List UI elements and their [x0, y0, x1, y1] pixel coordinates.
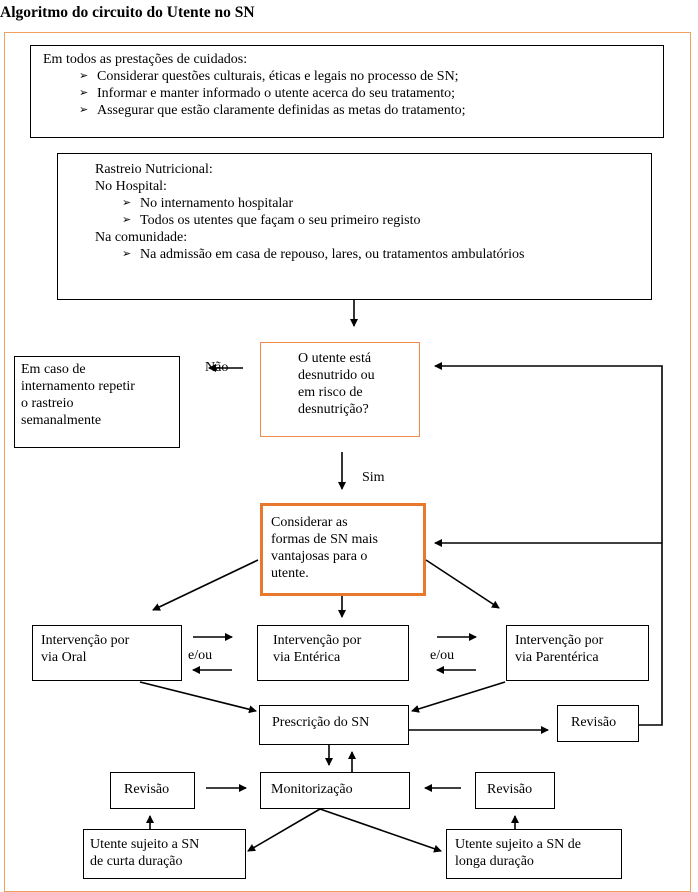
monitoring-box: Monitorização: [260, 772, 410, 809]
care-item: ➢ Informar e manter informado o utente acerca do seu tratamento;: [79, 86, 456, 101]
label-yes: Sim: [362, 470, 385, 485]
label-and-or: e/ou: [430, 648, 455, 663]
hospital-label: No Hospital:: [95, 179, 167, 194]
care-heading: Em todos as prestações de cuidados:: [43, 52, 248, 67]
bullet-arrow-icon: ➢: [79, 104, 89, 116]
care-item: ➢ Assegurar que estão claramente definidas as metas do tratamento;: [79, 103, 466, 118]
bullet-arrow-icon: ➢: [79, 87, 89, 99]
oral-intervention-box: Intervenção por via Oral: [32, 625, 182, 681]
label-and-or: e/ou: [188, 648, 213, 663]
page-title: Algoritmo do circuito do Utente no SN: [0, 4, 255, 21]
arrow-parenteral-to-prescription: [412, 682, 505, 711]
arrow-monitoring-to-long: [320, 809, 441, 851]
screening-item: ➢ Na admissão em casa de repouso, lares, ou tratamentos ambulatórios: [122, 247, 525, 262]
review-feedback-line: [435, 366, 662, 725]
screening-item: ➢ Todos os utentes que façam o seu primeiro registo: [122, 213, 421, 228]
prescription-box: Prescrição do SN: [259, 705, 409, 745]
bullet-arrow-icon: ➢: [122, 214, 132, 226]
review-box-left: Revisão: [110, 772, 195, 809]
screening-heading: Rastreio Nutricional:: [95, 162, 213, 177]
label-no: Não: [205, 360, 229, 375]
enteral-intervention-box: Intervenção por via Entérica: [257, 625, 409, 681]
question-box: O utente está desnutrido ou em risco de desnutrição?: [260, 342, 420, 437]
short-duration-box: Utente sujeito a SN de curta duração: [83, 829, 246, 879]
arrow-to-parenteral: [426, 560, 499, 608]
arrow-to-oral: [153, 560, 258, 610]
consider-box: Considerar as formas de SN mais vantajosas para o utente.: [260, 503, 426, 596]
arrow-oral-to-prescription: [140, 682, 256, 711]
review-box-lower-right: Revisão: [475, 772, 555, 809]
review-box-right: Revisão: [557, 705, 639, 742]
bullet-arrow-icon: ➢: [122, 248, 132, 260]
screening-item: ➢ No internamento hospitalar: [122, 196, 294, 211]
care-item: ➢ Considerar questões culturais, éticas e legais no processo de SN;: [79, 69, 459, 84]
bullet-arrow-icon: ➢: [79, 70, 89, 82]
repeat-screening-box: Em caso de internamento repetir o rastreio semanalmente: [14, 356, 180, 448]
long-duration-box: Utente sujeito a SN de longa duração: [446, 829, 622, 879]
community-label: Na comunidade:: [95, 230, 188, 245]
arrow-monitoring-to-short: [248, 809, 320, 851]
parenteral-intervention-box: Intervenção por via Parentérica: [506, 625, 649, 681]
bullet-arrow-icon: ➢: [122, 197, 132, 209]
